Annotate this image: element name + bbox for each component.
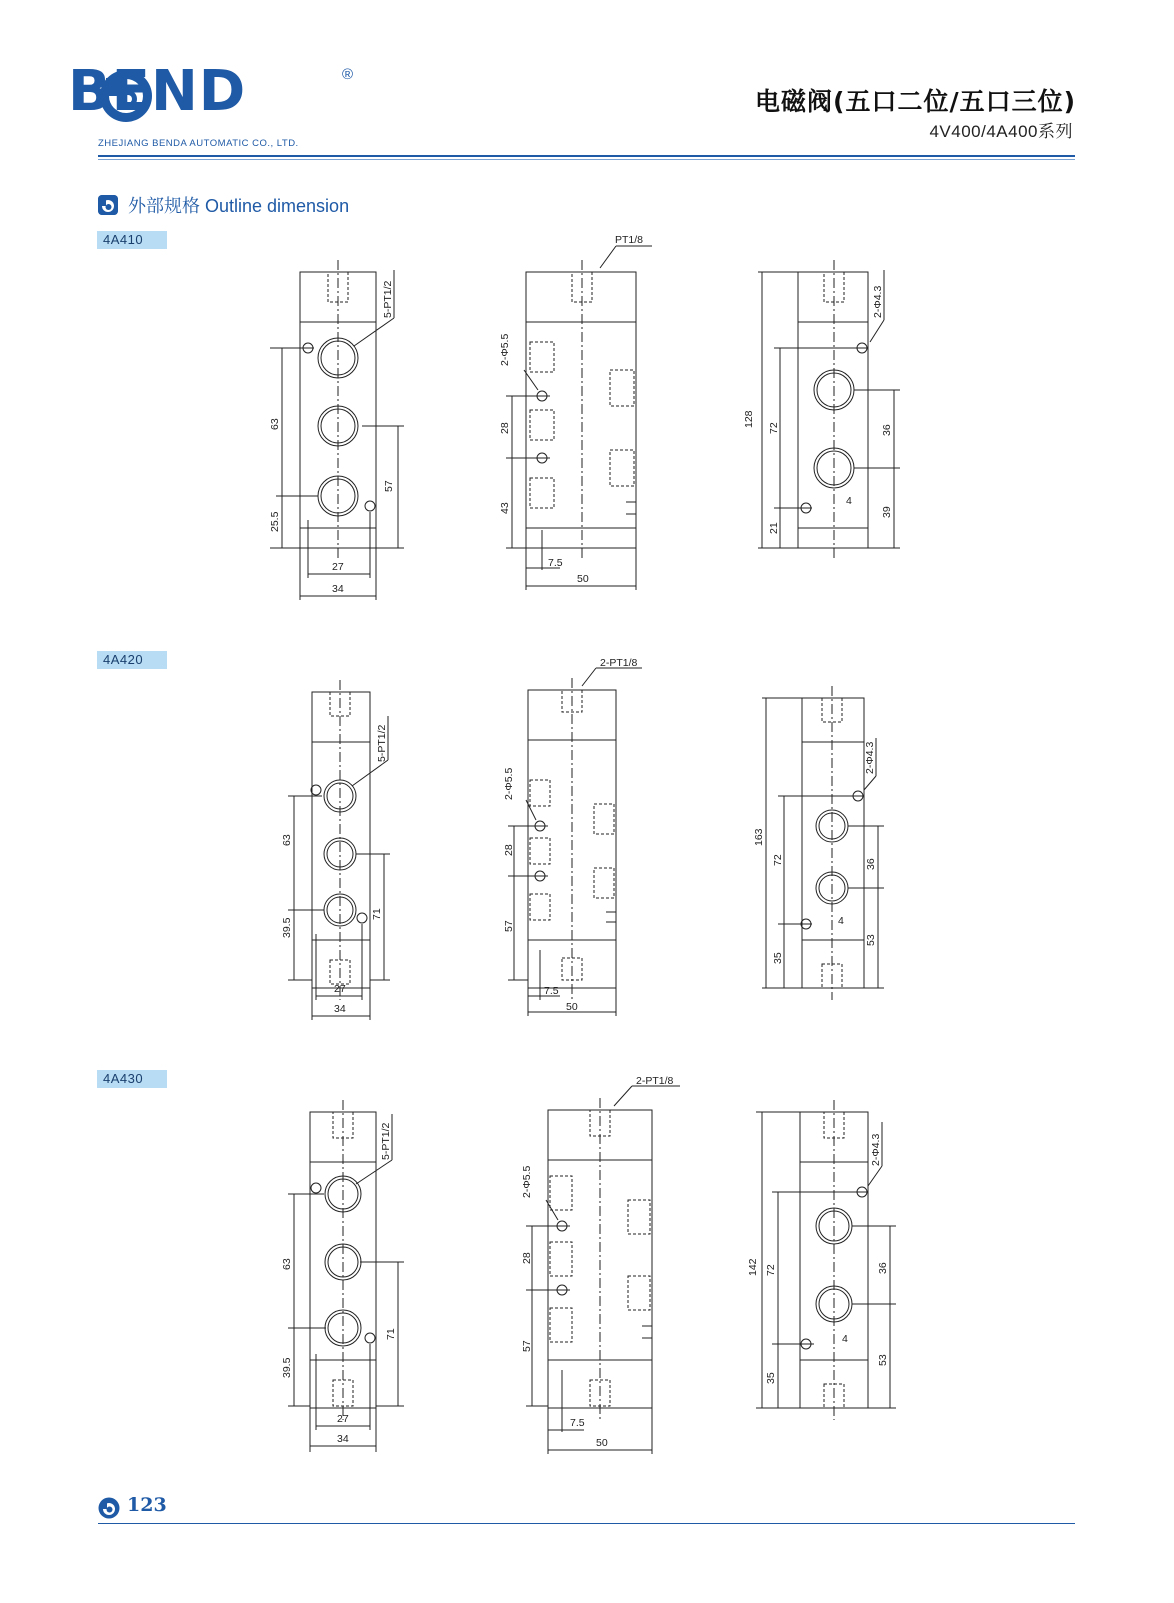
dim-text: 35 [772, 952, 784, 964]
dim-text: 27 [332, 561, 344, 573]
dim-text: 39 [881, 506, 893, 518]
dim-text: 50 [577, 573, 589, 585]
side-view [526, 1086, 680, 1454]
dim-text: 71 [385, 1328, 397, 1340]
dim-text: 71 [371, 908, 383, 920]
dim-text: 25.5 [269, 511, 281, 532]
port-label: 2-PT1/8 [636, 1075, 674, 1087]
dim-text: 163 [753, 828, 765, 846]
port-label: 5-PT1/2 [382, 280, 394, 318]
dim-text: 34 [332, 583, 344, 595]
dim-text: 53 [865, 934, 877, 946]
dim-text: 27 [337, 1413, 349, 1425]
drawing-4a410 [0, 230, 1174, 630]
page-title: 电磁阀(五口二位/五口三位) [755, 87, 1076, 116]
model-tag-4a410: 4A410 [97, 231, 167, 249]
dim-text: 72 [768, 422, 780, 434]
side-view [506, 246, 652, 590]
port-label: 2-PT1/8 [600, 657, 638, 669]
header-divider [98, 155, 1075, 157]
page-number: 123 [127, 1494, 167, 1516]
dim-text: 142 [747, 1258, 759, 1276]
dim-text: 7.5 [548, 557, 563, 569]
dim-text: 28 [499, 422, 511, 434]
model-tag-4a430: 4A430 [97, 1070, 167, 1088]
side-view [508, 668, 642, 1016]
hole-label: 2-Φ4.3 [864, 741, 876, 774]
dim-text: 63 [281, 1258, 293, 1270]
dim-text: 36 [877, 1262, 889, 1274]
dim-text: 36 [865, 858, 877, 870]
dim-text: 128 [743, 410, 755, 428]
dim-text: 72 [772, 854, 784, 866]
dim-text: 57 [503, 920, 515, 932]
dim-text: 36 [881, 424, 893, 436]
dim-text: 28 [521, 1252, 533, 1264]
dim-text: 72 [765, 1264, 777, 1276]
section-bullet-icon [98, 195, 118, 215]
dim-text: 34 [334, 1003, 346, 1015]
page-subtitle: 4V400/4A400系列 [929, 122, 1073, 141]
hole-label: 2-Φ5.5 [521, 1165, 533, 1198]
dim-text: 35 [765, 1372, 777, 1384]
dim-text: 27 [334, 983, 346, 995]
dim-text: 53 [877, 1354, 889, 1366]
hole-label: 2-Φ4.3 [872, 285, 884, 318]
dim-text: 34 [337, 1433, 349, 1445]
model-tag-4a420: 4A420 [97, 651, 167, 669]
header-divider-thin [98, 159, 1075, 160]
dim-text: 28 [503, 844, 515, 856]
company-name: ZHEJIANG BENDA AUTOMATIC CO., LTD. [98, 138, 299, 149]
dim-text: 50 [596, 1437, 608, 1449]
dim-text: 39.5 [281, 1357, 293, 1378]
dim-text: 7.5 [570, 1417, 585, 1429]
dim-text: 4 [842, 1333, 848, 1345]
dim-text: 4 [838, 915, 844, 927]
hole-label: 2-Φ4.3 [870, 1133, 882, 1166]
logo-text: BEND [68, 59, 247, 124]
dim-text: 7.5 [544, 985, 559, 997]
port-label: 5-PT1/2 [380, 1122, 392, 1160]
dim-text: 43 [499, 502, 511, 514]
hole-label: 2-Φ5.5 [503, 767, 515, 800]
hole-label: 2-Φ5.5 [499, 333, 511, 366]
dim-text: 50 [566, 1001, 578, 1013]
port-label: 5-PT1/2 [376, 724, 388, 762]
front-view [288, 680, 390, 1020]
dim-text: 21 [768, 522, 780, 534]
port-label: PT1/8 [615, 234, 644, 246]
footer-divider [98, 1523, 1075, 1524]
page-header [0, 0, 1174, 165]
section-title: 外部规格 Outline dimension [128, 196, 350, 216]
drawing-4a430 [0, 1070, 1174, 1470]
dim-text: 39.5 [281, 917, 293, 938]
drawing-4a420 [0, 650, 1174, 1050]
dim-text: 57 [521, 1340, 533, 1352]
dim-text: 4 [846, 495, 852, 507]
dim-text: 57 [383, 480, 395, 492]
registered-mark: ® [342, 66, 354, 83]
dim-text: 63 [281, 834, 293, 846]
dim-text: 63 [269, 418, 281, 430]
page-logo-icon [98, 1497, 120, 1519]
